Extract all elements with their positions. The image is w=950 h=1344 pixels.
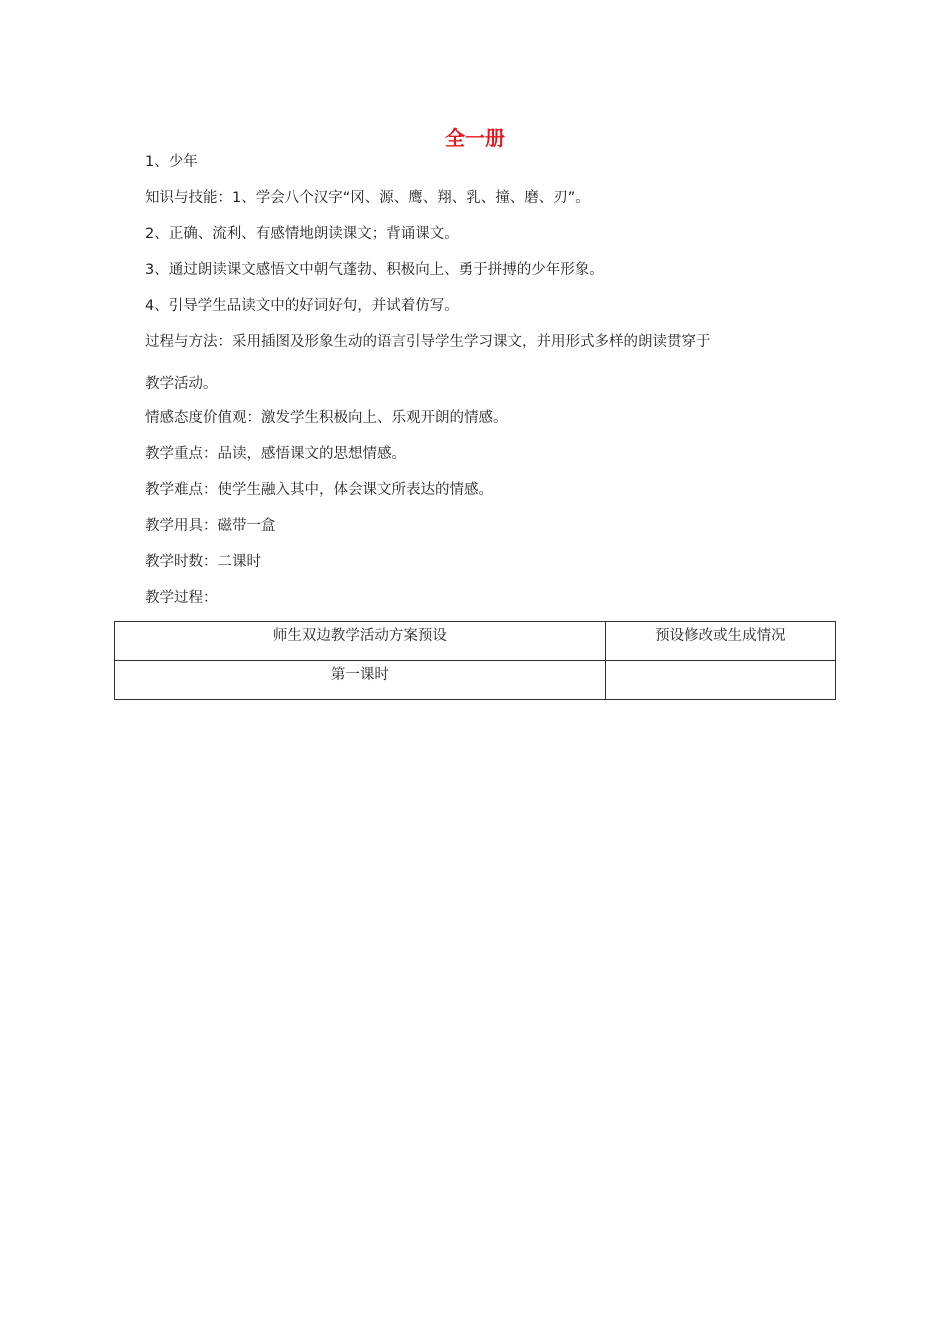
lesson-heading: 1、少年 (145, 154, 198, 170)
table-header-modifications: 预设修改或生成情况 (605, 622, 835, 661)
process-method: 过程与方法：采用插图及形象生动的语言引导学生学习课文，并用形式多样的朗读贯穿于 (145, 334, 711, 350)
table-header-activities: 师生双边教学活动方案预设 (115, 622, 606, 661)
lesson-plan-table (114, 621, 836, 700)
teaching-tools: 教学用具：磁带一盒 (145, 518, 276, 534)
page-title: 全一册 (445, 126, 505, 150)
table-header-row (115, 622, 836, 661)
objective-reading: 2、正确、流利、有感情地朗读课文；背诵课文。 (145, 226, 459, 242)
objective-knowledge: 知识与技能：1、学会八个汉字“冈、源、鹰、翔、乳、撞、磨、刃”。 (145, 190, 590, 206)
teaching-process-label: 教学过程： (145, 590, 218, 606)
teaching-focus: 教学重点：品读，感悟课文的思想情感。 (145, 446, 406, 462)
objective-imitation: 4、引导学生品读文中的好词好句，并试着仿写。 (145, 298, 459, 314)
process-method-continued: 教学活动。 (145, 376, 218, 392)
table-cell-first-lesson: 第一课时 (115, 661, 606, 700)
teaching-difficulty: 教学难点：使学生融入其中，体会课文所表达的情感。 (145, 482, 493, 498)
emotion-values: 情感态度价值观：激发学生积极向上、乐观开朗的情感。 (145, 410, 508, 426)
teaching-hours: 教学时数：二课时 (145, 554, 261, 570)
objective-understanding: 3、通过朗读课文感悟文中朝气蓬勃、积极向上、勇于拼搏的少年形象。 (145, 262, 604, 278)
table-row (115, 661, 836, 700)
table-cell-empty (605, 661, 835, 700)
